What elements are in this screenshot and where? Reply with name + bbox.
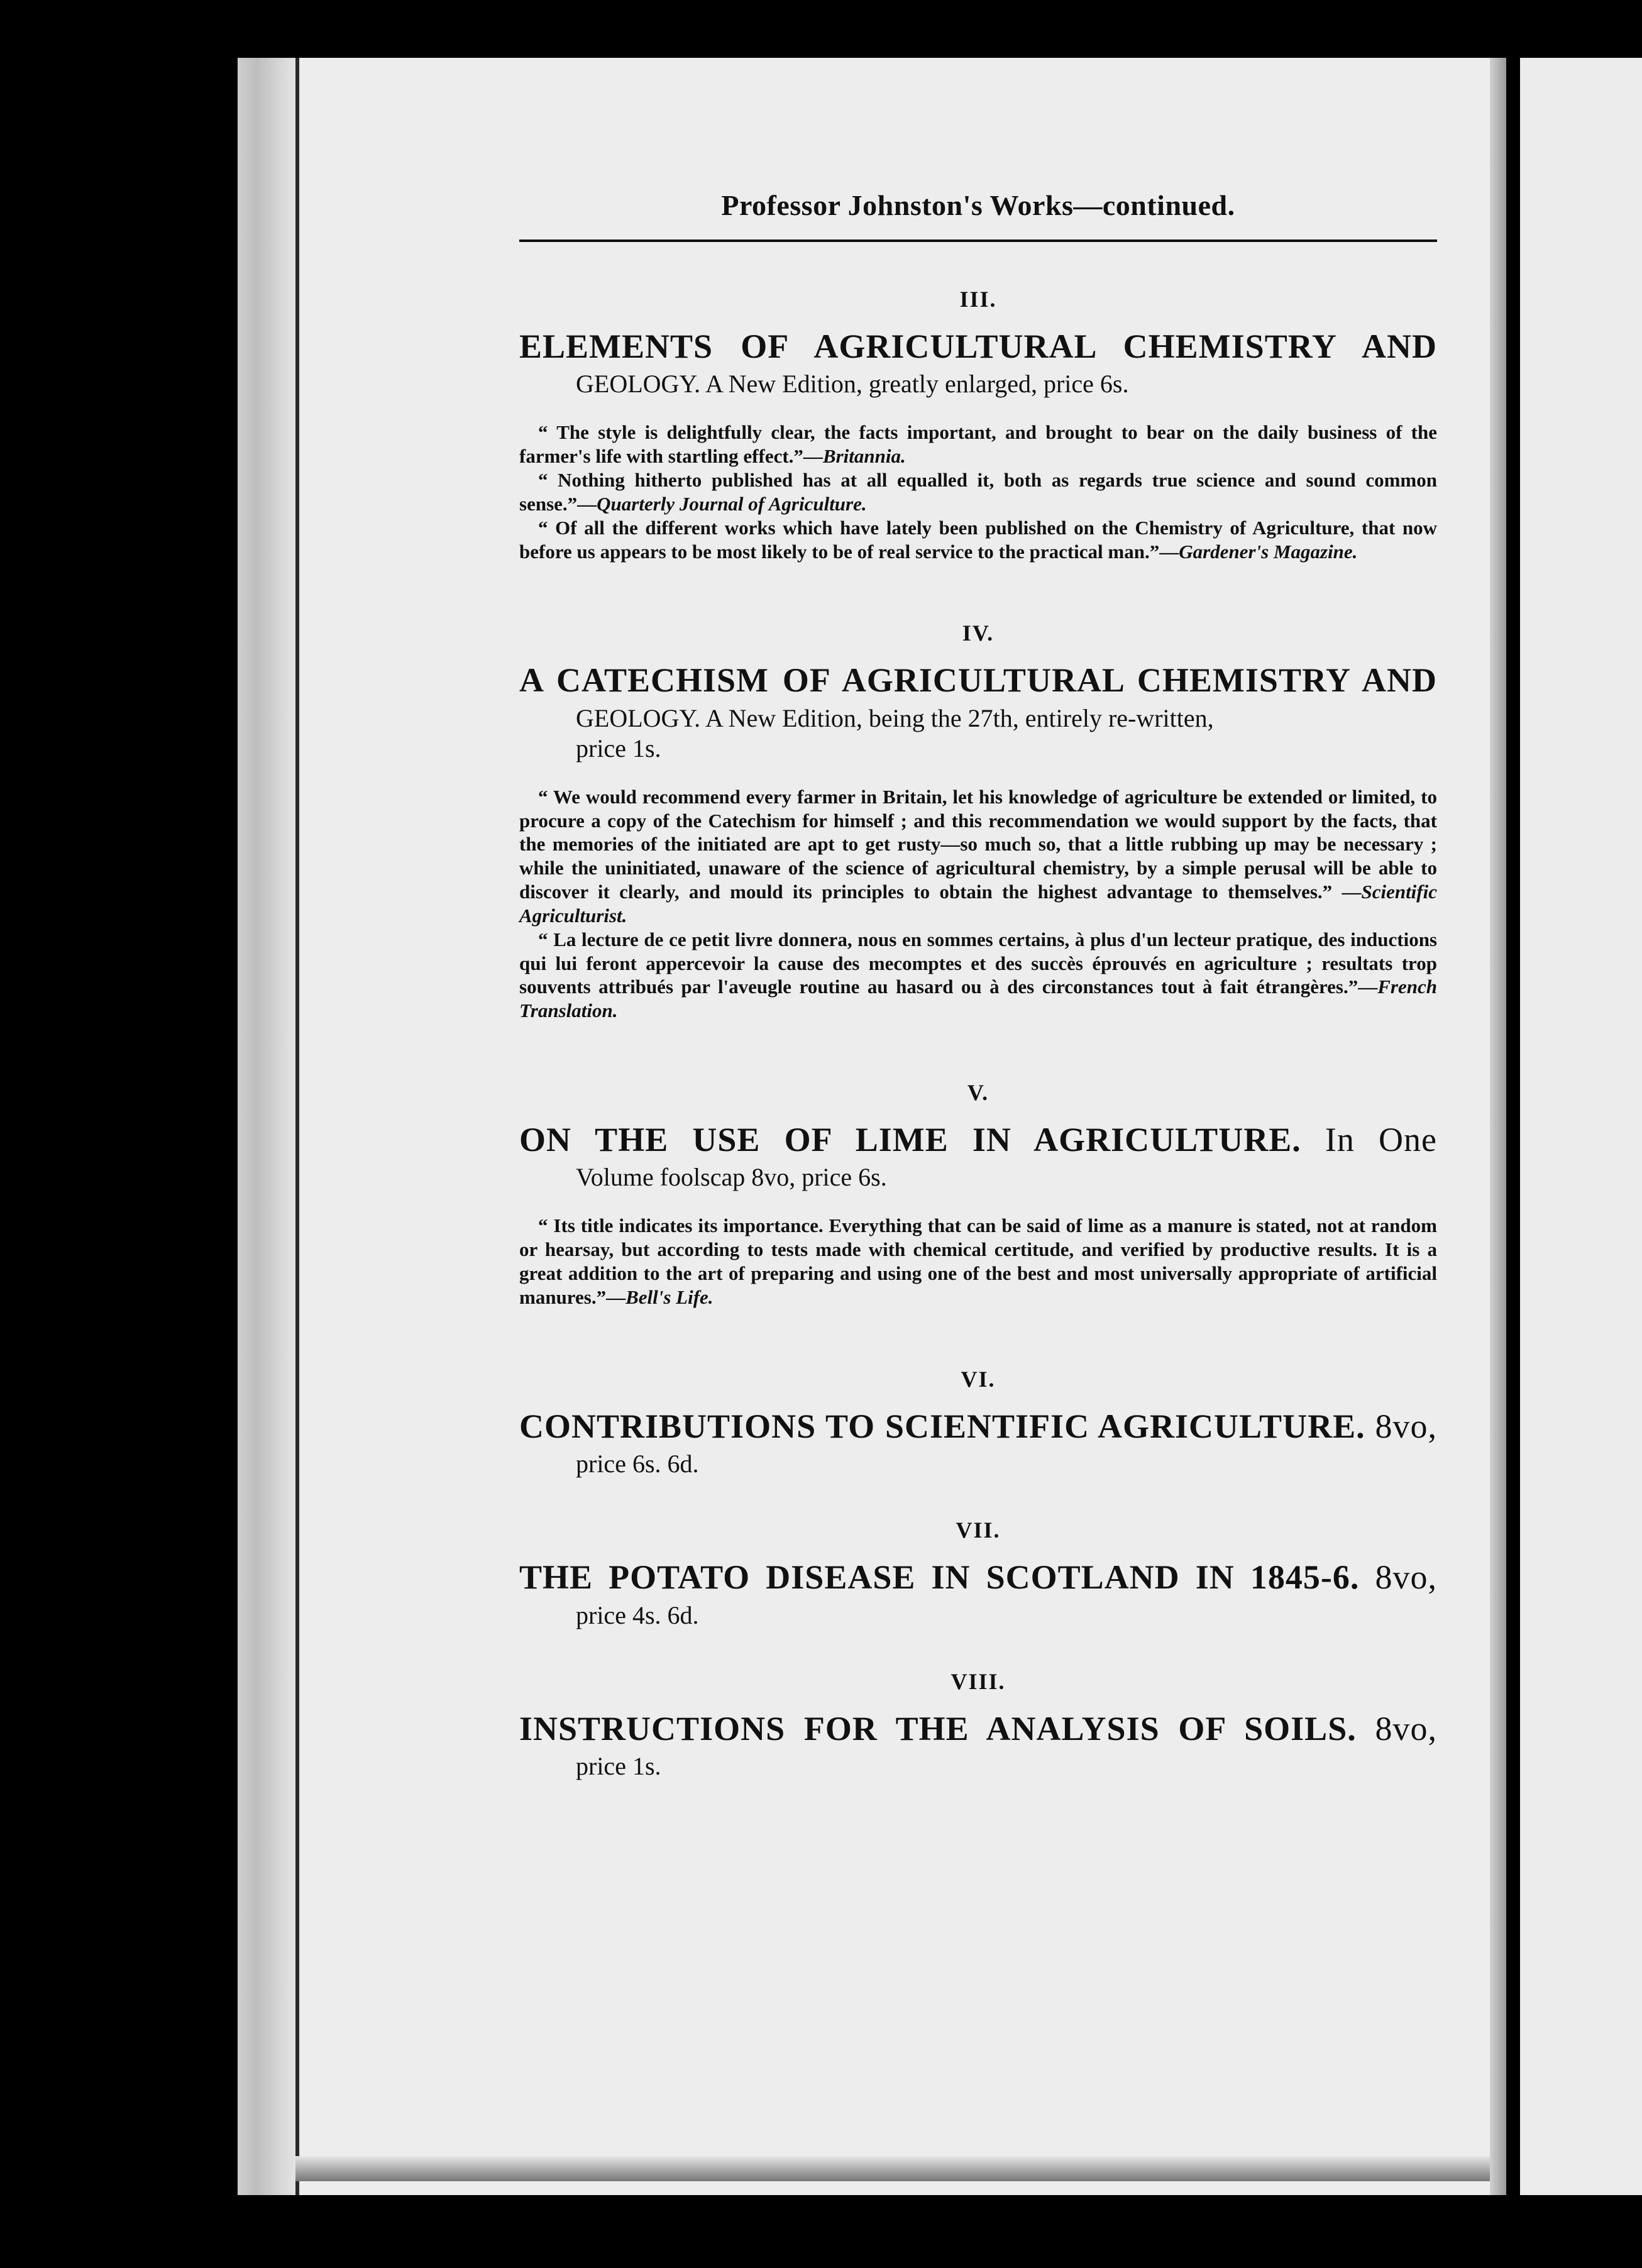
section-numeral: VI.: [961, 1366, 996, 1392]
running-head: Professor Johnston's Works—continued.: [721, 189, 1235, 221]
entry-title: [519, 1121, 1437, 1159]
section-numeral: IV.: [962, 620, 995, 646]
review-quote: [519, 421, 1437, 468]
header-rule: [519, 239, 1437, 242]
entry-iii: [519, 286, 1437, 563]
entry-detail: price 4s. 6d.: [576, 1600, 699, 1629]
entry-iv: [519, 620, 1437, 1023]
entry-title: [519, 661, 1437, 699]
quote-source: Scientific Agriculturist.: [519, 881, 1437, 927]
title-caps: A CATECHISM OF AGRICULTURAL CHEMISTRY AND: [519, 661, 1437, 700]
title-rest: 8vo,: [1375, 1558, 1437, 1597]
title-rest: 8vo,: [1375, 1407, 1437, 1445]
quote-source: Bell's Life.: [625, 1285, 714, 1308]
gutter-line: [295, 58, 299, 2195]
entry-detail: Volume foolscap 8vo, price 6s.: [576, 1163, 887, 1192]
section-numeral: VII.: [956, 1517, 1001, 1543]
entry-title: [519, 1558, 1437, 1596]
quote-source: Britannia.: [822, 445, 906, 468]
title-caps: INSTRUCTIONS FOR THE ANALYSIS OF SOILS.: [519, 1709, 1357, 1748]
entry-title: [519, 1710, 1437, 1748]
entry-viii: [519, 1668, 1437, 1781]
review-quotes: [519, 421, 1437, 563]
section-numeral: V.: [967, 1079, 989, 1105]
quote-text: “ Nothing hitherto published has at all equalled it, both as regards true science and sound common sense.”—: [519, 469, 1437, 515]
entry-title: [519, 1407, 1437, 1445]
entry-detail: price 1s.: [576, 1752, 661, 1781]
quote-text: “ La lecture de ce petit livre donnera, nous en sommes certains, à plus d'un lecteur pratique, des inductions qui lui feront appercevoir la cause des mecomptes et des succès éprouvés en agriculture ; resultats trop souvents attribués par l'aveugle routine au hasard ou à des circonstances tout à fait étrangères.”—: [519, 928, 1437, 998]
review-quote: [519, 928, 1437, 1023]
title-caps: ON THE USE OF LIME IN AGRICULTURE.: [519, 1120, 1301, 1159]
title-rest: 8vo,: [1375, 1709, 1437, 1748]
review-quote: [519, 516, 1437, 564]
page-content: [519, 189, 1437, 1819]
section-numeral: VIII.: [950, 1668, 1006, 1694]
title-caps: CONTRIBUTIONS TO SCIENTIFIC AGRICULTURE.: [519, 1407, 1365, 1445]
detail-caps: GEOLOGY.: [576, 703, 701, 732]
entry-v: [519, 1079, 1437, 1309]
entry-vii: [519, 1517, 1437, 1630]
quote-source: Quarterly Journal of Agriculture.: [597, 492, 867, 515]
entry-detail: [576, 369, 1437, 399]
page-edge-shadow: [238, 58, 300, 2195]
section-numeral: III.: [959, 287, 997, 312]
entry-vi: [519, 1366, 1437, 1479]
quote-source: French Translation.: [519, 976, 1437, 1022]
title-caps: THE POTATO DISEASE IN SCOTLAND IN 1845-6.: [519, 1558, 1360, 1597]
quote-text: “ We would recommend every farmer in Britain, let his knowledge of agriculture be extended or limited, to procure a copy of the Catechism for himself ; and this recommendation we would support by the facts, that the memories of the initiated are apt to get rusty—so much so, that a little rubbing up may be necessary ; while the uninitiated, unaware of the science of agricultural chemistry, by a simple perusal will be able to discover it clearly, and mould its principles to obtain the highest advantage to themselves.” —: [519, 785, 1437, 903]
entry-detail: price 6s. 6d.: [576, 1450, 699, 1478]
entry-title: [519, 328, 1437, 365]
review-quotes: [519, 1214, 1437, 1309]
bottom-shadow: [295, 2156, 1490, 2181]
review-quote: [519, 468, 1437, 516]
review-quote: [519, 785, 1437, 928]
quote-text: “ Its title indicates its importance. Everything that can be said of lime as a manure is stated, not at random or hearsay, but according to tests made with chemical certitude, and verified by productive results. It is a great addition to the art of preparing and using one of the best and most universally appropriate of artificial manures.”—: [519, 1214, 1437, 1308]
right-fold-shadow: [1490, 58, 1506, 2195]
detail-text: A New Edition, being the 27th, entirely re-written,: [705, 703, 1214, 732]
review-quote: [519, 1214, 1437, 1309]
title-caps: ELEMENTS OF AGRICULTURAL CHEMISTRY AND: [519, 328, 1437, 365]
quote-text: “ The style is delightfully clear, the facts important, and brought to bear on the daily business of the farmer's life with startling effect.”—: [519, 421, 1437, 468]
detail-caps: GEOLOGY.: [576, 370, 701, 399]
title-rest: In One: [1325, 1120, 1437, 1159]
entry-detail-line2: price 1s.: [576, 734, 661, 762]
quote-source: Gardener's Magazine.: [1179, 540, 1358, 563]
adjacent-page: [1520, 58, 1642, 2195]
quote-text: “ Of all the different works which have lately been published on the Chemistry of Agriculture, that now before us appears to be most likely to be of real service to the practical man.”—: [519, 516, 1437, 563]
entry-detail: [576, 703, 1437, 734]
review-quotes: [519, 785, 1437, 1023]
detail-text: A New Edition, greatly enlarged, price 6s.: [705, 370, 1129, 399]
